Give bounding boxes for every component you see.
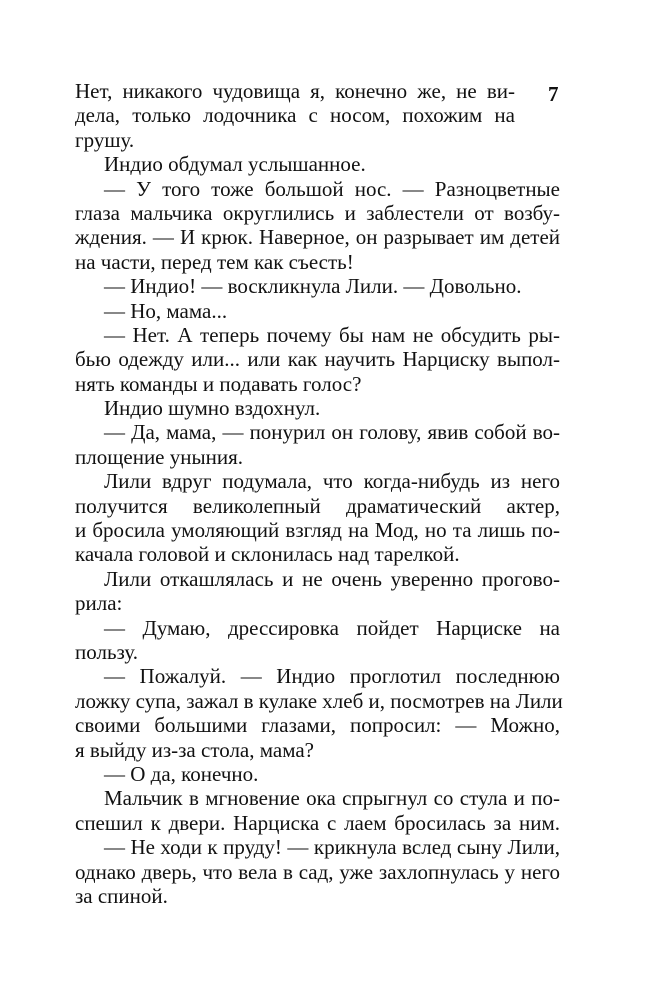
text-line: спешил к двери. Нарциска с лаем бросилась за ним. bbox=[75, 810, 560, 835]
text-line: Мальчик в мгновение ока спрыгнул со стула и по- bbox=[104, 786, 560, 811]
text-line: — Индио! — воскликнула Лили. — Довольно. bbox=[104, 274, 522, 299]
text-line: качала головой и склонилась над тарелкой. bbox=[75, 542, 460, 567]
text-line: своими большими глазами, попросил: — Можно, bbox=[75, 713, 560, 738]
page-number: 7 bbox=[548, 82, 559, 106]
text-line: — Не ходи к пруду! — крикнула вслед сыну Лили, bbox=[104, 835, 560, 860]
text-line: — Да, мама, — понурил он голову, явив собой во- bbox=[104, 420, 560, 445]
text-line: ждения. — И крюк. Наверное, он разрывает им детей bbox=[75, 225, 560, 250]
text-line: — Но, мама... bbox=[104, 298, 228, 323]
text-line: — У того тоже большой нос. — Разноцветные bbox=[104, 176, 560, 201]
text-line: — Думаю, дрессировка пойдет Нарциске на bbox=[104, 615, 560, 640]
text-line: ложку супа, зажал в кулаке хлеб и, посмотрев на Лили bbox=[75, 688, 563, 713]
text-line: площение уныния. bbox=[75, 444, 243, 469]
text-line: нять команды и подавать голос? bbox=[75, 371, 362, 396]
text-line: грушу. bbox=[75, 127, 135, 152]
text-line: Индио шумно вздохнул. bbox=[104, 396, 321, 421]
text-line: глаза мальчика округлились и заблестели от возбу- bbox=[75, 200, 560, 225]
text-line: Лили откашлялась и не очень уверенно проговo- bbox=[104, 566, 560, 591]
text-line: однако дверь, что вела в сад, уже захлопнулась у него bbox=[75, 859, 560, 884]
text-line: Индио обдумал услышанное. bbox=[104, 152, 366, 177]
text-line: Нет, никакого чудовища я, конечно же, не ви- bbox=[75, 79, 515, 103]
text-line: дела, только лодочника с носом, похожим на bbox=[75, 103, 515, 128]
text-line: Лили вдруг подумала, что когда-нибудь из него bbox=[104, 469, 560, 494]
text-line: — О да, конечно. bbox=[104, 761, 259, 786]
text-column bbox=[75, 79, 563, 908]
text-line: на части, перед тем как съесть! bbox=[75, 249, 354, 274]
text-line: пользу. bbox=[75, 639, 139, 664]
text-line: рила: bbox=[75, 591, 123, 616]
text-line: за спиной. bbox=[75, 883, 168, 908]
text-line: — Пожалуй. — Индио проглотил последнюю bbox=[104, 664, 560, 689]
text-line: бью одежду или... или как научить Нарциску выпол- bbox=[75, 347, 560, 372]
text-line: я выйду из-за стола, мама? bbox=[75, 737, 314, 762]
text-line: — Нет. А теперь почему бы нам не обсудить ры- bbox=[104, 322, 560, 347]
text-line: получится великолепный драматический актер, bbox=[75, 493, 560, 518]
text-line: и бросила умоляющий взгляд на Мод, но та лишь по- bbox=[75, 518, 560, 543]
